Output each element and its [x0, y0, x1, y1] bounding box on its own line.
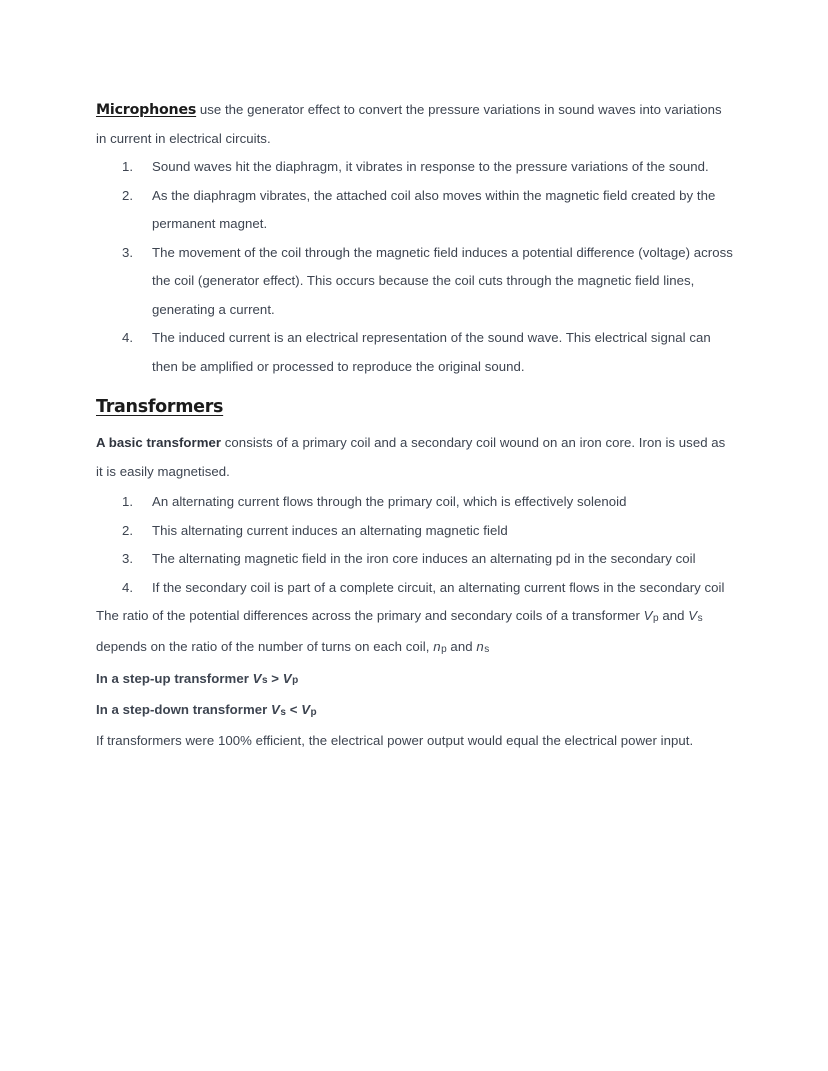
subscript-n-s: s	[484, 644, 490, 656]
list-marker: 3.	[122, 551, 134, 566]
list-item-text: This alternating current induces an alternating magnetic field	[152, 522, 508, 538]
list-item	[96, 517, 734, 546]
list-item-text: If the secondary coil is part of a complete circuit, an alternating current flows in the secondary coil	[152, 579, 725, 595]
list-marker: 1.	[122, 159, 134, 174]
microphones-steps-list	[96, 153, 734, 381]
transformer-ratio-paragraph	[96, 602, 734, 665]
list-item-text: An alternating current flows through the primary coil, which is effectively solenoid	[152, 494, 627, 509]
step-down-right-subscript: p	[310, 706, 317, 718]
step-up-right-subscript: p	[292, 675, 299, 687]
transformers-intro-paragraph	[96, 429, 734, 486]
transformer-efficiency-paragraph: If transformers were 100% efficient, the electrical power output would equal the electrical power input.	[96, 733, 694, 749]
step-down-left-subscript: s	[280, 706, 286, 718]
list-item	[96, 239, 734, 325]
list-item	[96, 182, 734, 239]
step-up-transformer-line	[96, 665, 734, 696]
step-down-transformer-line	[96, 696, 734, 727]
list-marker: 4.	[122, 330, 134, 345]
transformers-heading: Transformers	[96, 397, 224, 417]
variable-n-secondary: n	[476, 639, 484, 655]
ratio-text-part1: The ratio of the potential differences across the primary and secondary coils of a transformer	[96, 608, 644, 623]
step-down-left-variable: V	[271, 701, 280, 717]
transformers-steps-list-block	[96, 488, 734, 602]
microphones-heading: Microphones	[96, 102, 197, 118]
step-down-label: In a step-down transformer	[96, 701, 272, 717]
list-marker: 2.	[122, 522, 134, 538]
microphones-intro-text: use the generator effect to convert the pressure variations in sound waves into variations in current in electrical circuits.	[96, 102, 722, 146]
list-item-text: The movement of the coil through the magnetic field induces a potential difference (voltage) across the coil (generator effect). This occurs because the coil cuts through the magnetic field lines, generating a current.	[152, 244, 733, 317]
variable-v-secondary: V	[688, 608, 698, 623]
list-marker: 3.	[122, 244, 134, 260]
list-item	[96, 153, 734, 182]
list-item	[96, 574, 734, 603]
list-item-text: The induced current is an electrical representation of the sound wave. This electrical signal can then be amplified or processed to reproduce the original sound.	[152, 330, 711, 374]
transformers-heading-row	[96, 381, 734, 429]
microphones-steps-list-block	[96, 153, 734, 381]
subscript-n-p: p	[441, 644, 447, 656]
list-item	[96, 488, 734, 517]
ratio-text-part4: and	[446, 639, 477, 655]
microphones-intro-paragraph	[96, 96, 734, 153]
document-body	[96, 96, 734, 756]
transformers-intro-bold: A basic transformer	[96, 435, 222, 450]
step-up-label: In a step-up transformer	[96, 670, 253, 686]
step-up-right-variable: V	[282, 670, 292, 686]
variable-n-primary: n	[433, 639, 441, 655]
list-item	[96, 545, 734, 574]
ratio-text-part2: and	[658, 608, 689, 623]
list-item-text: The alternating magnetic field in the iron core induces an alternating pd in the secondary coil	[152, 551, 696, 566]
subscript-p: p	[653, 612, 659, 624]
step-up-operator: >	[267, 670, 283, 686]
step-down-right-variable: V	[301, 701, 311, 717]
ratio-text-part3: depends on the ratio of the number of turns on each coil,	[96, 639, 434, 655]
list-marker: 4.	[122, 579, 134, 595]
transformers-intro-text: consists of a primary coil and a secondary coil wound on an iron core. Iron is used as it is easily magnetised.	[96, 435, 726, 479]
variable-v-primary: V	[643, 608, 653, 623]
subscript-s: s	[697, 612, 703, 624]
list-item-text: As the diaphragm vibrates, the attached coil also moves within the magnetic field created by the permanent magnet.	[152, 187, 716, 231]
list-marker: 2.	[122, 187, 134, 203]
step-up-left-variable: V	[252, 670, 262, 686]
list-item	[96, 324, 734, 381]
step-up-left-subscript: s	[261, 675, 268, 687]
step-down-operator: <	[286, 701, 302, 717]
list-item-text: Sound waves hit the diaphragm, it vibrates in response to the pressure variations of the sound.	[152, 159, 709, 174]
list-marker: 1.	[122, 494, 134, 509]
transformers-steps-list	[96, 488, 734, 602]
